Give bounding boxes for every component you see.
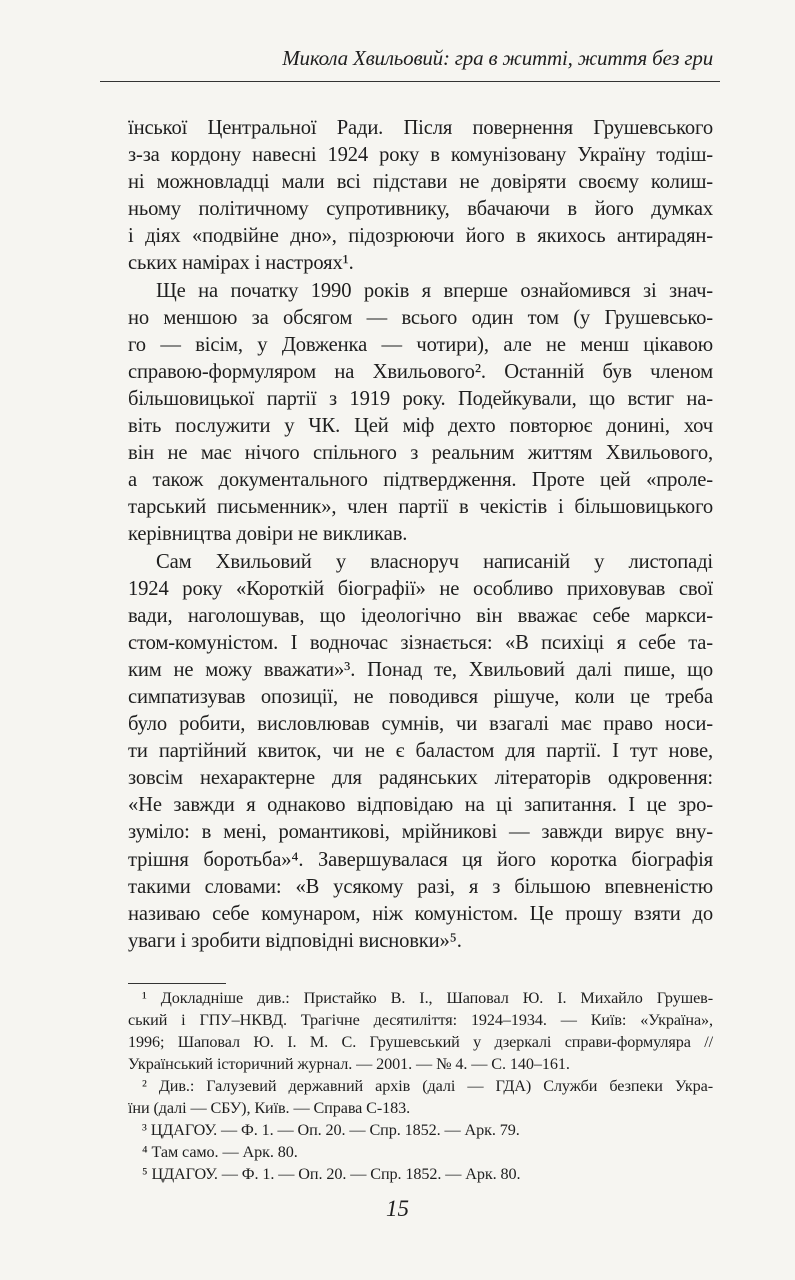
header-divider	[100, 81, 720, 82]
main-text	[128, 115, 713, 955]
text-line: Ще на початку 1990 років я вперше ознайомився зі знач-	[156, 279, 713, 302]
text-line: 1924 року «Короткій біографії» не особливо приховував свої	[128, 577, 713, 600]
page-number: 15	[386, 1196, 409, 1221]
text-line: називаю себе комунаром, ніж комуністом. Це прошу взяти до	[128, 902, 713, 925]
text-line: тарський письменник», член партії в чекістів і більшовицького	[128, 496, 713, 519]
running-header: Микола Хвильовий: гра в житті, життя без гри	[282, 46, 713, 70]
text-line: і діях «подвійне дно», підозрюючи його в якихось антирадян-	[128, 225, 713, 248]
footnote-line: їни (далі — СБУ), Київ. — Справа С-183.	[128, 1099, 411, 1117]
text-line: стом-комуністом. І водночас зізнається: «В психіці я себе та-	[128, 631, 713, 654]
text-line: ти партійний квиток, чи не є баластом для партії. І тут нове,	[128, 740, 713, 763]
footnote-line: ³ ЦДАГОУ. — Ф. 1. — Оп. 20. — Спр. 1852. — Арк. 79.	[142, 1121, 520, 1139]
footnote-divider	[128, 983, 226, 984]
footnote-line: Український історичний журнал. — 2001. — № 4. — С. 140–161.	[128, 1055, 570, 1073]
text-line: трішня боротьба»⁴. Завершувалася ця його коротка біографія	[128, 848, 713, 871]
text-line: ських намірах і настроях¹.	[128, 252, 354, 275]
text-line: ким не можу вважати»³. Понад те, Хвильовий далі пише, що	[128, 658, 713, 681]
footnote-line: ² Див.: Галузевий державний архів (далі — ГДА) Служби безпеки Укра-	[142, 1077, 713, 1095]
text-line: уваги і зробити відповідні висновки»⁵.	[128, 929, 462, 952]
text-line: керівництва довіри не викликав.	[128, 523, 408, 546]
text-line: вади, наголошував, що ідеологічно він вважає себе маркси-	[128, 604, 713, 627]
text-line: віть послужити у ЧК. Цей міф дехто повторює донині, хоч	[128, 415, 713, 438]
text-line: «Не завжди я однаково відповідаю на ці запитання. І це зро-	[128, 794, 713, 817]
text-line: справою-формуляром на Хвильового². Останній був членом	[128, 360, 713, 383]
text-line: було робити, висловлював сумнів, чи взагалі має право носи-	[128, 713, 713, 736]
text-line: ні можновладці мали всі підстави не довіряти своєму колиш-	[128, 171, 713, 194]
text-line: но меншою за обсягом — всього один том (у Грушевсько-	[128, 306, 713, 329]
footnote-line: ⁴ Там само. — Арк. 80.	[142, 1143, 298, 1161]
text-line: Сам Хвильовий у власноруч написаній у листопаді	[156, 550, 713, 573]
text-line: такими словами: «В усякому разі, я з більшою впевненістю	[128, 875, 713, 898]
text-line: а також документального підтвердження. Проте цей «проле-	[128, 469, 713, 492]
text-line: зовсім нехарактерне для радянських літераторів одкровення:	[128, 767, 713, 790]
footnote-line: ¹ Докладніше див.: Пристайко В. І., Шаповал Ю. І. Михайло Грушев-	[142, 989, 713, 1007]
text-line: їнської Центральної Ради. Після повернення Грушевського	[128, 117, 713, 139]
footnotes	[128, 987, 713, 1185]
text-line: зуміло: в мені, романтикові, мрійникові — завжди вирує вну-	[128, 821, 713, 844]
text-line: більшовицької партії з 1919 року. Подейкували, що встиг на-	[128, 387, 713, 410]
footnote-line: 1996; Шаповал Ю. І. М. С. Грушевський у дзеркалі справи-формуляра //	[128, 1033, 713, 1051]
text-line: з-за кордону навесні 1924 року в комунізовану Україну тодіш-	[128, 144, 713, 167]
footnote-line: ський і ГПУ–НКВД. Трагічне десятиліття: 1924–1934. — Київ: «Україна»,	[128, 1011, 713, 1029]
text-line: го — вісім, у Довженка — чотири), але не менш цікавою	[128, 333, 713, 356]
text-line: симпатизував опозиції, не поводився рішуче, коли це треба	[128, 685, 713, 708]
footnote-line: ⁵ ЦДАГОУ. — Ф. 1. — Оп. 20. — Спр. 1852. — Арк. 80.	[142, 1165, 521, 1183]
text-line: ньому політичному супротивнику, вбачаючи в його думках	[128, 198, 713, 221]
text-line: він не має нічого спільного з реальним життям Хвильового,	[128, 442, 713, 465]
